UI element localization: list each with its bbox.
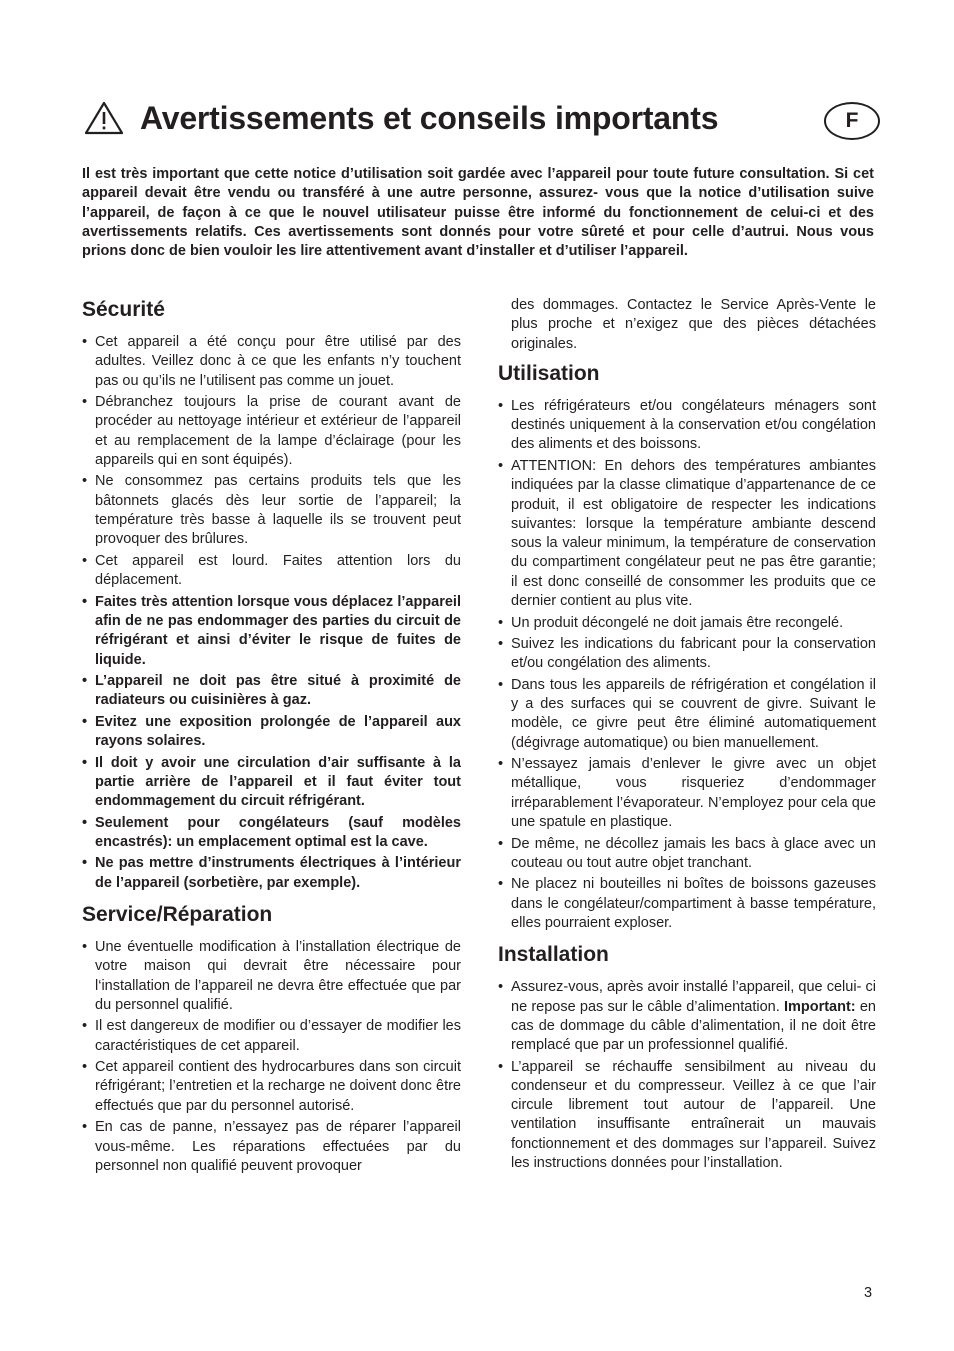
list-item: • Ne placez ni bouteilles ni boîtes de boissons gazeuses dans le congélateur/compartiment à basse température, elles pourraient exploser. (498, 875, 876, 933)
securite-list (82, 333, 461, 893)
right-column (498, 296, 876, 1176)
list-item: • Faites très attention lorsque vous déplacez l’appareil afin de ne pas endommager des parties du circuit de réfrigérant et ainsi d’éviter le risque de fuites de liquide. (82, 593, 461, 670)
service-continuation: des dommages. Contactez le Service Après-Vente le plus proche et n’exigez que des pièces détachées originales. (511, 297, 876, 352)
list-item: • Une éventuelle modification à l’installation électrique de votre maison qui devrait être nécessaire pour l‘installation de l’appareil ne devra être effectuée que par du personnel qualifié. (82, 938, 461, 1015)
installation-text: Assurez-vous, après avoir installé l’appareil, que celui- ci ne repose pas sur le câble d’alimentation. (511, 979, 876, 1015)
section-title-utilisation: Utilisation (498, 361, 600, 385)
important-label: Important: (783, 998, 856, 1015)
list-item: • Cet appareil a été conçu pour être utilisé par des adultes. Veillez donc à ce que les enfants n’y touchent pas ou qu’ils ne l’utilisent pas comme un jouet. (82, 333, 461, 391)
list-item: • Ne consommez pas certains produits tels que les bâtonnets glacés dès leur sortie de l’appareil; la température très basse à laquelle ils se trouvent peut provoquer des brûlures. (82, 472, 461, 549)
list-item: • Il doit y avoir une circulation d’air suffisante à la partie arrière de l’appareil et il faut éviter tout endommagement du circuit réfrigérant. (82, 754, 461, 812)
section-title-installation: Installation (498, 943, 609, 967)
page-title: Avertissements et conseils importants (140, 100, 719, 136)
list-item: • L’appareil se réchauffe sensibilment au niveau du condenseur et du compresseur. Veillez à ce que l’air circule librement tout autour de l’appareil. Une ventilation insuffisante entraînerait un mauvais fonctionnement et des dommages sur l’appareil. Suivez les instructions données pour l’installation. (498, 1058, 876, 1174)
important-text: en cas de dommage du câble d’alimentation, il ne doit être remplacé que par un professionnel qualifié. (511, 998, 876, 1054)
left-column (82, 296, 461, 1178)
list-item: • N’essayez jamais d’enlever le givre avec un objet métallique, vous risqueriez d’endommager irréparablement l’évaporateur. N’employez pour cela que une spatule en plastique. (498, 755, 876, 832)
list-item: • Un produit décongelé ne doit jamais être recongelé. (498, 614, 876, 633)
warning-triangle-icon (84, 101, 124, 135)
section-title-securite: Sécurité (82, 298, 165, 321)
list-item: • De même, ne décollez jamais les bacs à glace avec un couteau ou tout autre objet tranchant. (498, 835, 876, 874)
list-item: • Seulement pour congélateurs (sauf modèles encastrés): un emplacement optimal est la cave. (82, 814, 461, 853)
list-item: • ATTENTION: En dehors des températures ambiantes indiquées par la classe climatique d’appartenance de ce produit, il est obligatoire de respecter les indications suivantes: lorsque la température ambiante descend sous la valeur minimum, la température de conservation du compartiment congélateur peut ne pas être garantie; il est donc conseillé de consommer les produits que ce dernier contient au plus vite. (498, 457, 876, 611)
page-number: 3 (864, 1285, 873, 1301)
installation-list (498, 978, 876, 1173)
section-title-service: Service/Réparation (82, 903, 273, 926)
list-item: • Il est dangereux de modifier ou d’essayer de modifier les caractéristiques de cet appareil. (82, 1017, 461, 1056)
utilisation-list (498, 397, 876, 933)
list-item (498, 978, 876, 1055)
list-item: • Suivez les indications du fabricant pour la conservation et/ou congélation des aliments. (498, 635, 876, 674)
list-item: • En cas de panne, n’essayez pas de réparer l’appareil vous-même. Les réparations effectuées par du personnel non qualifié peuvent provoquer (82, 1118, 461, 1176)
list-item: • Dans tous les appareils de réfrigération et congélation il y a des surfaces qui se couvrent de givre. Suivant le modèle, ce givre peut être éliminé automatiquement (dégivrage automatique) ou bien manuellement. (498, 676, 876, 753)
list-item: • Cet appareil contient des hydrocarbures dans son circuit réfrigérant; l’entretien et la recharge ne doivent donc être effectués que par du personnel autorisé. (82, 1058, 461, 1116)
list-item: • Ne pas mettre d’instruments électriques à l’intérieur de l’appareil (sorbetière, par exemple). (82, 854, 461, 893)
list-item: • Les réfrigérateurs et/ou congélateurs ménagers sont destinés uniquement à la conservation et/ou congélation des aliments et des boissons. (498, 397, 876, 455)
intro-paragraph: Il est très important que cette notice d’utilisation soit gardée avec l’appareil pour toute future consultation. Si cet appareil devait être vendu ou transféré à une autre personne, assurez- vous que la notice d’utilisation suive l’appareil, de façon à ce que le nouvel utilisateur puisse être informé du fonctionnement de celui-ci et des avertissements relatifs. Ces avertissements sont donnés pour votre sûreté et pour celle d’autrui. Nous vous prions donc de bien vouloir les lire attentivement avant d’installer et d’utiliser l’appareil. (82, 166, 874, 260)
language-badge: F (824, 102, 880, 140)
page-header (84, 98, 880, 148)
list-item: • Cet appareil est lourd. Faites attention lors du déplacement. (82, 552, 461, 591)
list-item: • Débranchez toujours la prise de courant avant de procéder au nettoyage intérieur et extérieur de l’appareil et au remplacement de la lampe d’éclairage (pour les appareils qui en sont équipés). (82, 393, 461, 470)
list-item: • L’appareil ne doit pas être situé à proximité de radiateurs ou cuisinières à gaz. (82, 672, 461, 711)
service-list (82, 938, 461, 1176)
list-item: • Evitez une exposition prolongée de l’appareil aux rayons solaires. (82, 713, 461, 752)
